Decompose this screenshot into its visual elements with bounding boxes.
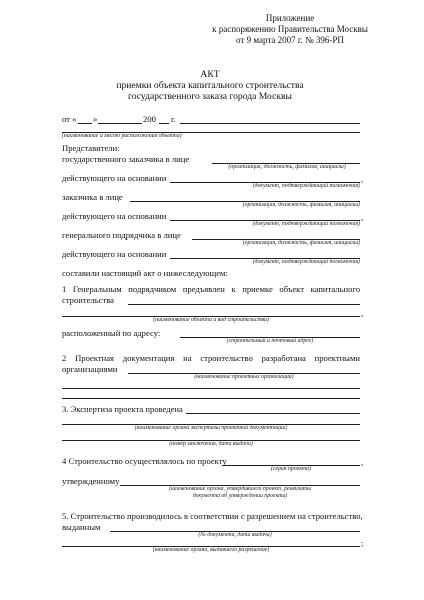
expertise-field[interactable] [186,413,360,414]
composed-statement: составили настоящий акт о нижеследующем: [62,268,228,278]
comma-4: , [361,457,364,467]
item3-text: 3. Экспертиза проекта проведена [62,404,183,414]
item2-text: 2 Проектная документация на строительство разработана проектными [62,353,360,363]
caption-object-location: (наименование и место расположения объекта) [62,133,182,139]
act-subtitle-1: приемки объекта капитального строительства [116,80,304,91]
date-suffix: г. [171,114,176,124]
caption-project-series: (серия проекта) [271,466,311,472]
appendix-label: Приложение [265,13,315,23]
located-at-label: расположенный по адресу: [62,328,161,338]
semicolon-1: ; [361,538,364,548]
date-day-field[interactable] [78,123,92,124]
date-prefix: от « [62,114,77,124]
caption-approval-1: (наименование органа, утвердившего проект, реквизиты [168,486,312,492]
customer-label: заказчика в лице [62,192,123,202]
item2-orgs-label: организациями [62,364,118,374]
date-month-field[interactable] [98,123,142,124]
appendix-date: от 9 марта 2007 г. № 396-РП [236,35,344,45]
item1-text: 1 Генеральным подрядчиком предъявлен к приемке объект капитального [62,284,360,294]
caption-general-contractor: (организация, должность, фамилия, инициалы) [242,240,360,246]
item5-text: 5. Строительство производилось в соответствии с разрешением на строительство, [62,511,363,521]
design-orgs-field-3[interactable] [62,398,360,399]
comma-3: , [361,308,364,318]
caption-state-customer-basis: (документ, подтверждающий полномочия) [252,183,360,189]
representatives-label: Представители: [62,143,120,153]
date-place-field[interactable] [180,123,360,124]
item5-issued-label: выданным [62,522,101,532]
caption-general-contractor-basis: (документ, подтверждающий полномочия) [252,259,360,265]
caption-expertise-body: (наименование органа экспертизы проектной документации) [134,425,288,431]
caption-object-type: (наименование объекта и вид строительства) [153,317,269,323]
act-subtitle-2: государственного заказа города Москвы [128,91,292,102]
caption-address: (строительный и почтовый адрес) [226,338,314,344]
item4-text: 4 Строительство осуществлялось по проекту [62,456,227,466]
caption-approval-2: документа об утверждении проекта) [192,493,288,499]
state-customer-basis-label: действующего на основании [62,173,167,183]
date-year-field[interactable] [159,123,169,124]
general-contractor-label: генерального подрядчика в лице [62,230,181,240]
caption-customer-basis: (документ, подтверждающий полномочия) [252,221,360,227]
caption-conclusion: (номер заключения, дата выдачи) [169,441,253,447]
comma-1: , [361,174,364,184]
caption-design-orgs: (наименование проектных организаций) [194,374,294,380]
caption-issuing-body: (наименование органа, выдавшего разрешение) [152,547,270,553]
item1-construction-label: строительства [62,295,114,305]
design-orgs-field-2[interactable] [62,388,360,389]
date-mid: » [93,114,98,124]
caption-doc-no-date: (№ документа, дата выдачи) [198,532,272,538]
customer-basis-label: действующего на основании [62,211,167,221]
act-title: АКТ [200,69,220,80]
caption-state-customer: (организация, должность, фамилия, инициалы) [228,164,346,170]
comma-2: , [361,212,364,222]
caption-customer: (организация, должность, фамилия, инициалы) [242,202,360,208]
general-contractor-basis-label: действующего на основании [62,249,167,259]
state-customer-label: государственного заказчика в лице [62,154,190,164]
item1-object-field[interactable] [128,304,360,305]
appendix-order: к распоряжению Правительства Москвы [212,24,368,34]
date-year: 200 [143,114,156,124]
approved-label: утвержденному [62,476,120,486]
